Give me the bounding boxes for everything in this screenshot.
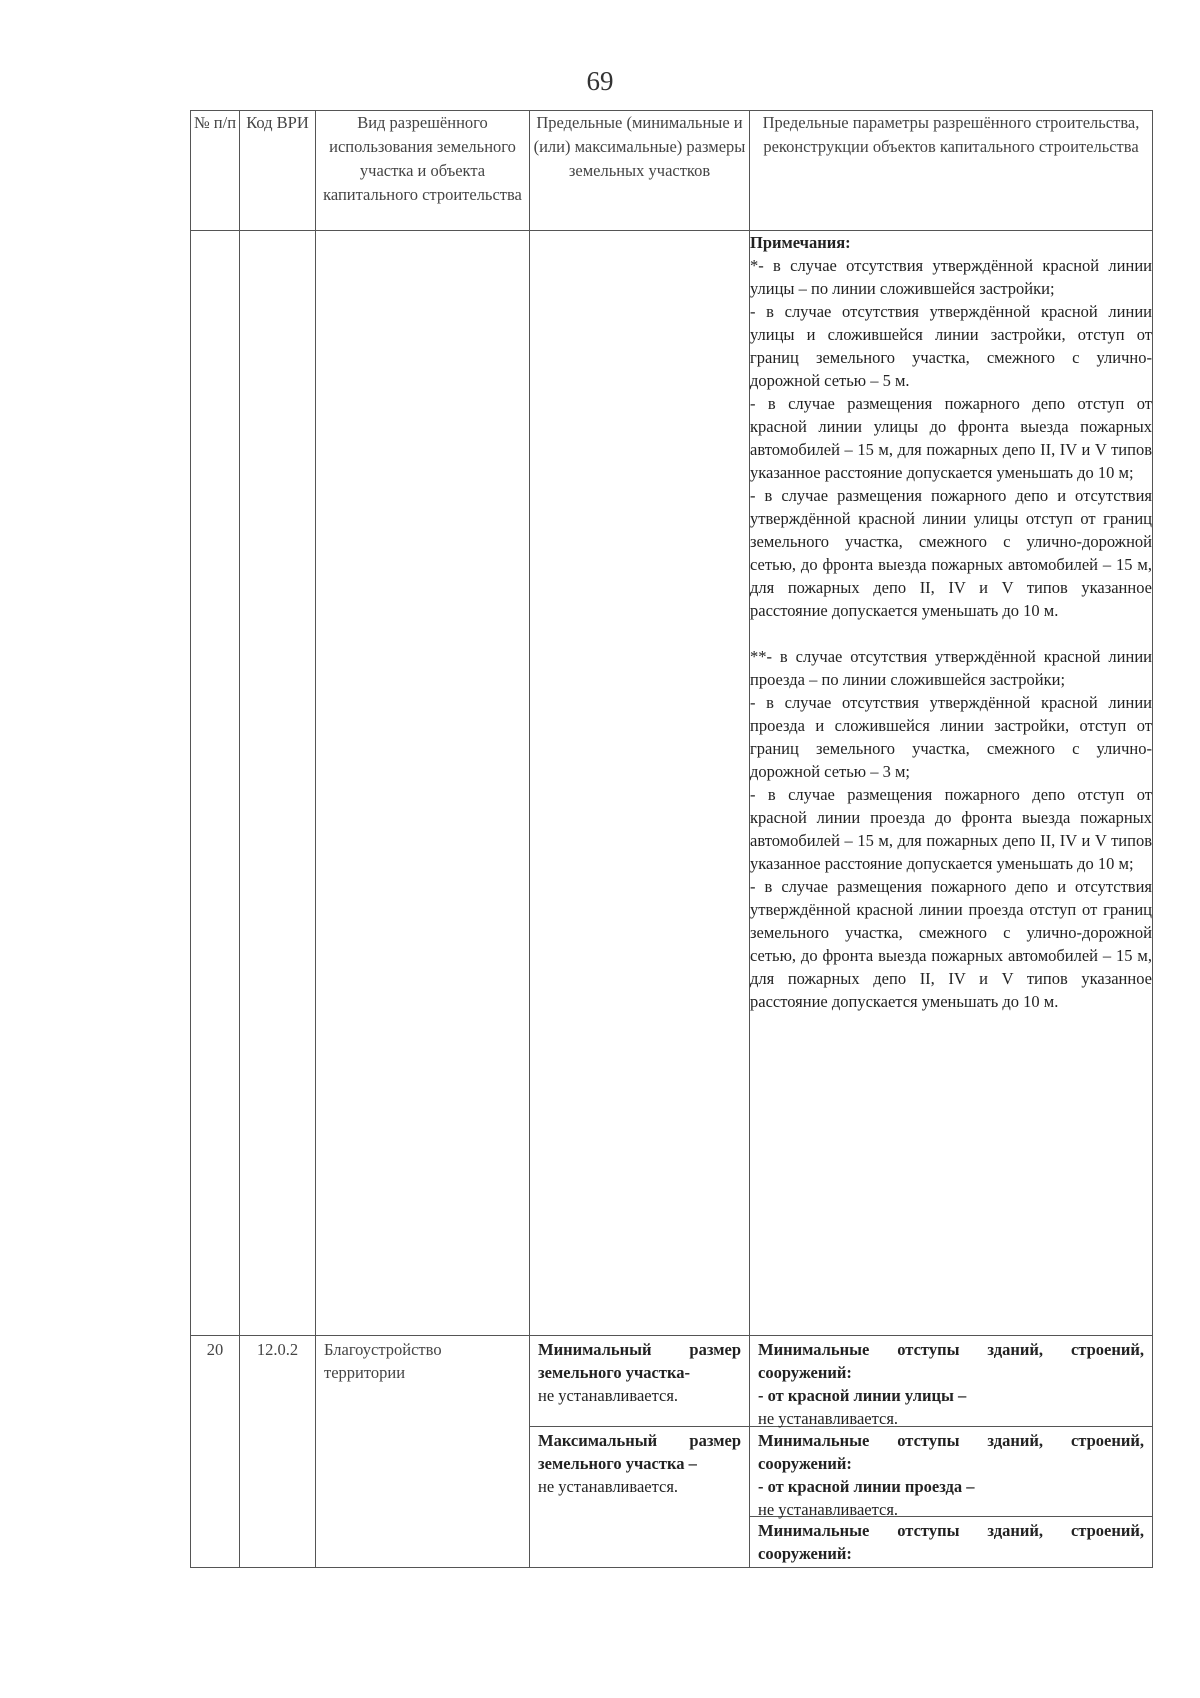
table-header-row: [191, 111, 1153, 231]
min-size-block: [530, 1336, 749, 1427]
note-paragraph: - в случае размещения пожарного депо и отсутствия утверждённой красной линии улицы отступ от границ земельного участка, смежного с улично-дорожной сетью, до фронта выезда пожарных автомобилей – 15 м, для пожарных депо II, IV и V типов указанное расстояние допускается уменьшать до 10 м.: [750, 486, 1152, 620]
row-code: 12.0.2: [240, 1336, 316, 1568]
notes-spacer: [750, 622, 1152, 645]
note-paragraph: - в случае размещения пожарного депо и отсутствия утверждённой красной линии проезда отступ от границ земельного участка, смежного с улично-дорожной сетью, до фронта выезда пожарных автомобилей – 15 м, для пожарных депо II, IV и V типов указанное расстояние допускается уменьшать до 10 м.: [750, 877, 1152, 1011]
header-code: Код ВРИ: [240, 111, 316, 231]
regulations-table: [190, 110, 1153, 1568]
note-paragraph: *- в случае отсутствия утверждённой красной линии улицы – по линии сложившейся застройки;: [750, 256, 1152, 298]
param-block-other: [750, 1517, 1152, 1567]
cell-empty: [530, 231, 750, 1336]
header-use-type: Вид разрешённого использования земельного участка и объекта капитального строительства: [316, 111, 530, 231]
param-value: не устанавливается.: [758, 1409, 899, 1428]
min-size-value: не устанавливается.: [538, 1386, 679, 1405]
param-label: Минимальные отступы зданий, строений, сооружений:: [758, 1431, 1144, 1473]
param-value: не устанавливается.: [758, 1500, 899, 1519]
notes-title: Примечания:: [750, 233, 851, 252]
row-parameters: [750, 1336, 1153, 1568]
cell-empty: [316, 231, 530, 1336]
row-plot-size: [530, 1336, 750, 1568]
header-plot-size: Предельные (минимальные и (или) максимальные) размеры земельных участков: [530, 111, 750, 231]
note-paragraph: - в случае отсутствия утверждённой красной линии проезда и сложившейся линии застройки, отступ от границ земельного участка, смежного с улично-дорожной сетью – 3 м;: [750, 693, 1152, 781]
min-size-label: Минимальный размер земельного участка-: [538, 1340, 741, 1382]
max-size-value: не устанавливается.: [538, 1477, 679, 1496]
table-row-20: [191, 1336, 1153, 1568]
param-label: Минимальные отступы зданий, строений, сооружений:: [758, 1340, 1144, 1382]
notes-cell: [750, 231, 1153, 1336]
param-sub: - от красной линии улицы –: [758, 1386, 967, 1405]
max-size-block: [530, 1427, 749, 1500]
cell-empty: [240, 231, 316, 1336]
param-block-driveway: [750, 1427, 1152, 1517]
note-paragraph: - в случае размещения пожарного депо отступ от красной линии улицы до фронта выезда пожарных автомобилей – 15 м, для пожарных депо II, IV и V типов указанное расстояние допускается уменьшать до 10 м;: [750, 394, 1152, 482]
row-number: 20: [191, 1336, 240, 1568]
header-number: № п/п: [191, 111, 240, 231]
note-paragraph: **- в случае отсутствия утверждённой красной линии проезда – по линии сложившейся застройки;: [750, 647, 1152, 689]
param-block-street: [750, 1336, 1152, 1427]
page-number: 69: [586, 66, 614, 96]
header-parameters: Предельные параметры разрешённого строительства, реконструкции объектов капитального строительства: [750, 111, 1153, 231]
note-paragraph: - в случае отсутствия утверждённой красной линии улицы и сложившейся линии застройки, отступ от границ земельного участка, смежного с улично-дорожной сетью – 5 м.: [750, 302, 1152, 390]
cell-empty: [191, 231, 240, 1336]
note-paragraph: - в случае размещения пожарного депо отступ от красной линии проезда до фронта выезда пожарных автомобилей – 15 м, для пожарных депо II, IV и V типов указанное расстояние допускается уменьшать до 10 м;: [750, 785, 1152, 873]
max-size-label: Максимальный размер земельного участка –: [538, 1431, 741, 1473]
param-label: Минимальные отступы зданий, строений, сооружений:: [758, 1521, 1144, 1563]
row-use-type: Благоустройство территории: [316, 1336, 530, 1568]
param-sub: - от красной линии проезда –: [758, 1477, 975, 1496]
table-row-notes-continuation: [191, 231, 1153, 1336]
